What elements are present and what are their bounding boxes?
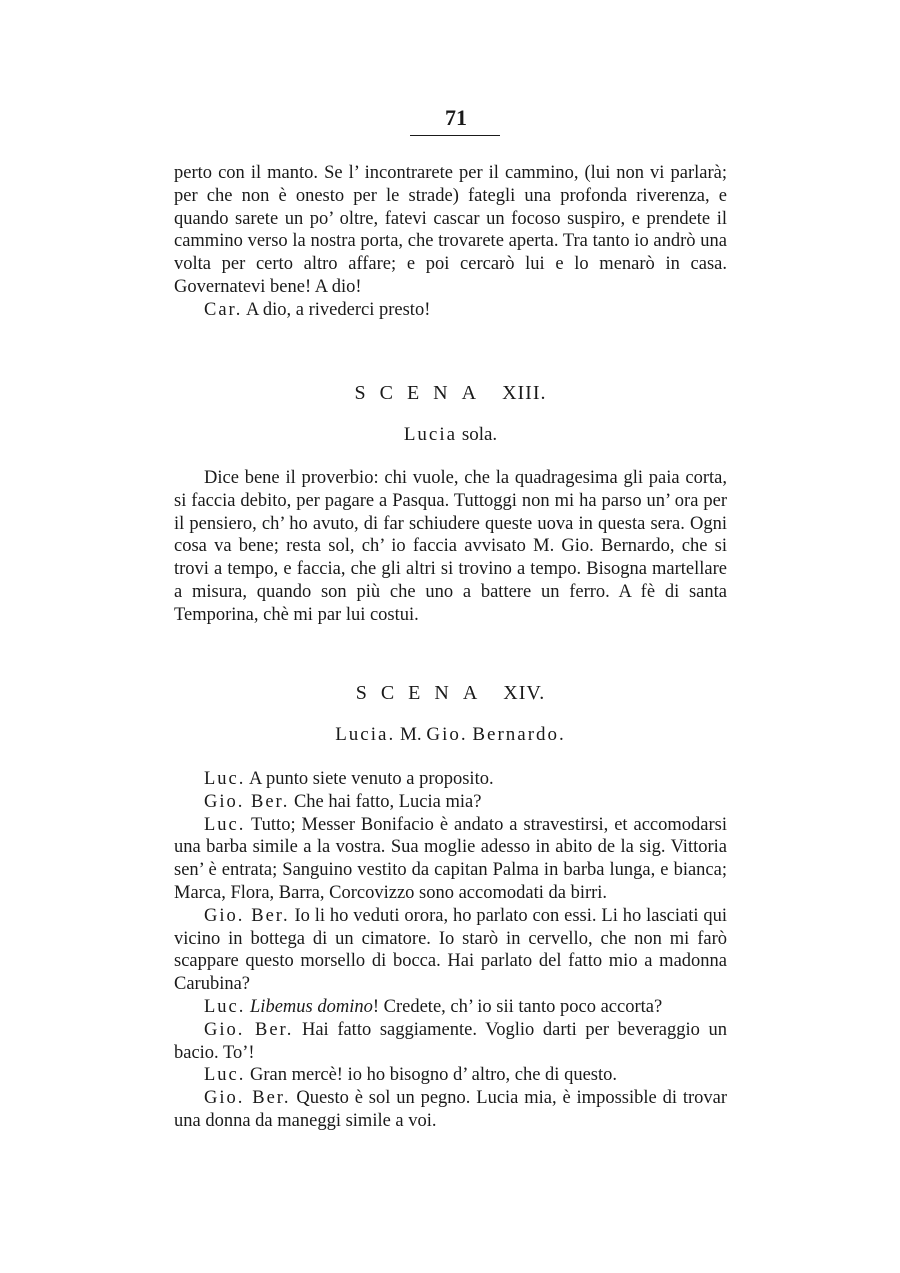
speaker-name: Luc. [204,769,246,789]
cast-name: Gio. [426,724,468,745]
speech-text: Tutto; Messer Bonifacio è andato a stravestirsi, et accomodarsi una barba simile a la vostra. Sua moglie adesso in abito de la sig. Vittoria sen’ è entrata; Sanguino vestito da capitan Palma in barba lunga, e bianca; Marca, Flora, Barra, Corcovizzo sono accomodati da birri. [174,814,727,903]
cast-note: sola. [461,424,498,445]
text-block-dialogue [174,768,727,1133]
speech-text: A dio, a rivederci presto! [245,299,431,320]
speech-text: A punto siete venuto a proposito. [249,769,494,789]
speech-text: Hai fatto saggiamente. Voglio darti per beveraggio un bacio. To’! [174,1019,727,1063]
page-number: 71 [445,105,467,130]
speaker-name: Luc. [204,814,246,835]
dialogue-line [174,1064,727,1087]
speaker-name: Gio. Ber. [204,791,290,812]
text-block-monologue [174,467,727,627]
scene-heading [174,680,727,706]
speech-text: Io li ho veduti orora, ho parlato con essi. Li ho lasciati qui vicino in bottega di un cimatore. Io starò in cervello, che non mi farò scappare questo morsello di bocca. Hai parlato del fatto mio a madonna Carubina? [174,905,728,995]
page-number-rule [410,135,500,136]
dialogue-line [174,1087,727,1133]
dialogue-line [174,768,727,791]
dialogue-line [174,996,727,1019]
speaker-name: Gio. Ber. [204,905,290,926]
paragraph: Dice bene il proverbio: chi vuole, che la quadragesima gli paia corta, si faccia debito, per pagare a Pasqua. Tuttoggi non mi ha parso un’ ora per il pensiero, ch’ ho avuto, di far schiudere queste uova in questa sera. Ogni cosa va bene; resta sol, ch’ io faccia avvisato M. Gio. Bernardo, che si trovi a tempo, e faccia, che gli altri si trovino a tempo. Bisogna martellare a misura, quando son più che uno a battere un ferro. A fè di santa Temporina, chè mi par lui costui. [174,468,727,625]
cast-name: Bernardo. [472,724,566,745]
scene-number: XIV. [503,682,546,704]
scene-cast [174,423,727,447]
speech-text: Questo è sol un pegno. Lucia mia, è impossible di trovar una donna da maneggi simile a voi. [174,1088,727,1131]
speech-text: Che hai fatto, Lucia mia? [293,791,482,812]
dialogue-line [174,814,727,905]
cast-name: Lucia [403,424,458,445]
scene-number: XIII. [502,382,547,404]
speaker-name: Luc. [204,1065,246,1086]
dialogue-line [174,299,727,322]
dialogue-line [174,905,727,996]
scene-heading [174,380,727,406]
scene-heading-label: SCENA [355,682,492,704]
speaker-name: Gio. Ber. [204,1088,291,1109]
speaker-name: Car. [204,299,243,320]
paragraph: perto con il manto. Se l’ incontrarete per il cammino, (lui non vi parlarà; per che non è onesto per le strade) fategli una profonda riverenza, e quando sarete un po’ oltre, fatevi cascar un focoso suspiro, e prendete il cammino verso la nostra porta, che trovarete aperta. Tra tanto io andrò una volta per certo altro affare; e poi cercarò lui e lo menarò in casa. Governatevi bene! A dio! [174,163,727,297]
dialogue-line [174,1019,727,1065]
cast-name: Lucia. [335,724,396,745]
dialogue-line [174,791,727,814]
latin-phrase: Libemus domino [250,996,373,1017]
scene-heading-label: SCENA [354,382,491,404]
text-block-opening [174,162,727,322]
speech-text: Gran mercè! io ho bisogno d’ altro, che di questo. [250,1065,617,1086]
cast-name: M. [399,724,422,745]
scene-cast [174,723,727,747]
speech-text: ! Credete, ch’ io sii tanto poco accorta? [372,996,663,1017]
speaker-name: Gio. Ber. [204,1019,294,1040]
speaker-name: Luc. [204,996,246,1017]
